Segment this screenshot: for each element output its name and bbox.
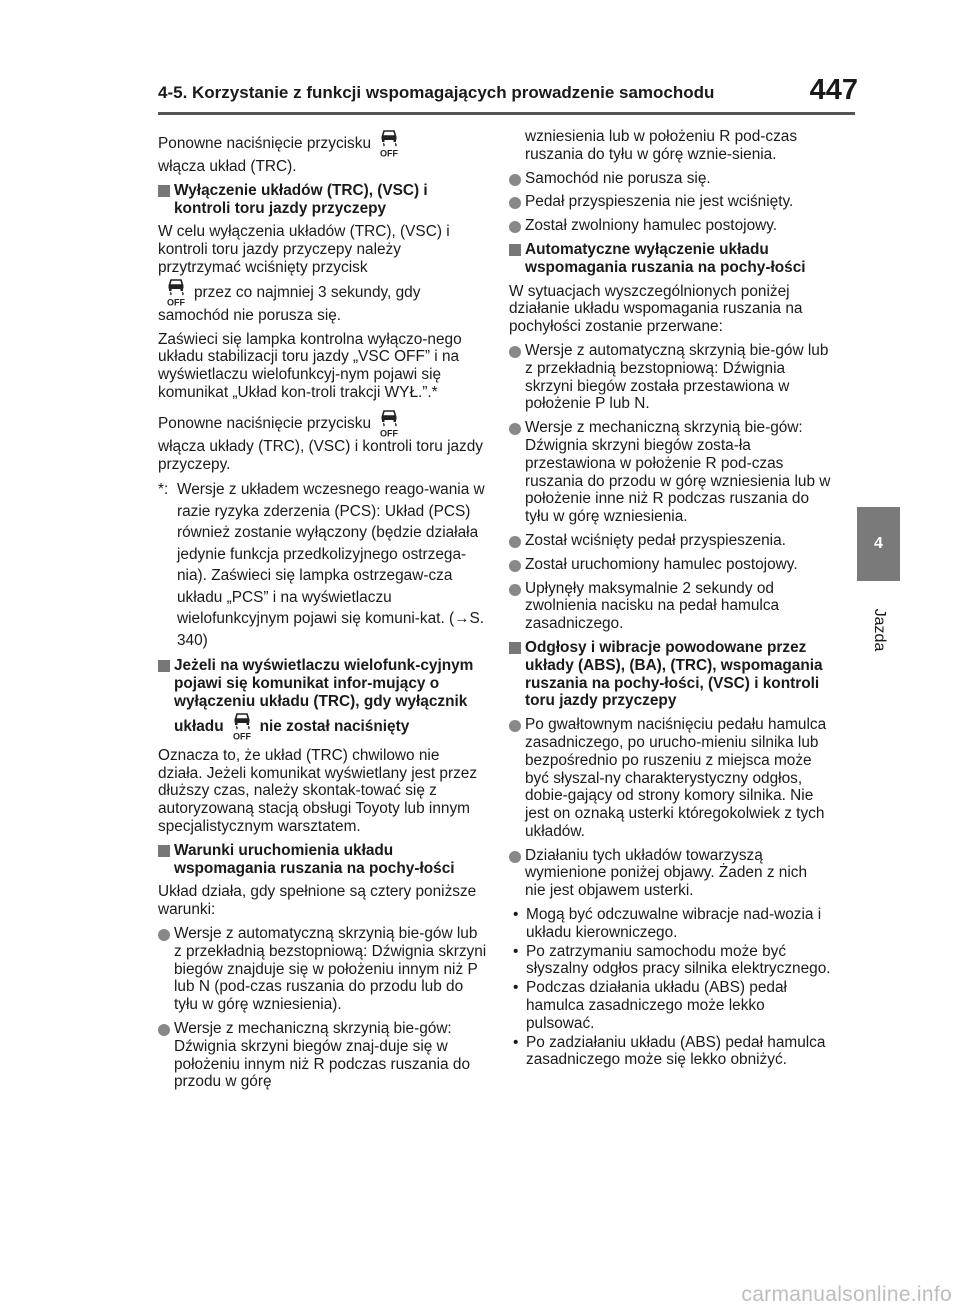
right-column [509, 128, 831, 1070]
vsc-off-icon [375, 408, 403, 438]
bullet-dot-icon [509, 197, 521, 209]
chapter-tab: 4 [857, 507, 900, 581]
list-item: Wersje z automatyczną skrzynią bie-gów lub z przekładnią bezstopniową: Dźwignia skrzyni biegów znajduje się w położeniu innym niż P lub N (pod-czas ruszania do przodu lub do tyłu w górę wzniesienia). [158, 925, 488, 1014]
svg-text:OFF: OFF [232, 731, 251, 741]
paragraph: W celu wyłączenia układów (TRC), (VSC) i kontroli toru jazdy przyczepy należy przytrzymać wciśnięty przycisk OFF przez co najmniej 3 sekundy, gdy samochód nie porusza się. [158, 223, 450, 324]
bullet-dot-icon [509, 584, 521, 596]
section-heading: Odgłosy i wibracje powodowane przez układy (ABS), (BA), (TRC), wspomagania ruszania na pochy-łości, (VSC) i kontroli toru jazdy przyczepy [509, 639, 831, 710]
list-item: Został uruchomiony hamulec postojowy. [509, 556, 831, 574]
paragraph: Układ działa, gdy spełnione są cztery poniższe warunki: [158, 883, 477, 919]
list-item: Wersje z automatyczną skrzynią bie-gów lub z przekładnią bezstopniową: Dźwignia skrzyni biegów została przestawiona w położenie P lub N. [509, 342, 831, 413]
paragraph: Ponowne naciśnięcie przycisku OFF włącza układy (TRC), (VSC) i kontroli toru jazdy przyczepy. [158, 408, 488, 474]
heading-square-icon [158, 185, 170, 197]
bullet-dot-icon [509, 720, 521, 732]
svg-text:OFF: OFF [380, 148, 399, 158]
section-heading: Automatyczne wyłączenie układu wspomagania ruszania na pochy-łości [509, 241, 831, 277]
paragraph: Zaświeci się lampka kontrolna wyłączo-nego układu stabilizacji toru jazdy „VSC OFF” i na wyświetlaczu wielofunkcyj-nym pojawi się komunikat „Układ kon-troli trakcji WYŁ.”.* [158, 330, 462, 401]
section-title: 4-5. Korzystanie z funkcji wspomagających prowadzenie samochodu [158, 83, 715, 102]
list-item: Samochód nie porusza się. [509, 170, 831, 188]
list-item: Upłynęły maksymalnie 2 sekundy od zwolnienia nacisku na pedał hamulca zasadniczego. [509, 580, 831, 633]
paragraph: Oznacza to, że układ (TRC) chwilowo nie działa. Jeżeli komunikat wyświetlany jest przez dłuższy czas, należy skontak-tować się z autoryzowaną stacją obsługi Toyoty lub innym specjalistycznym warsztatem. [158, 746, 478, 835]
list-item: Wersje z mechaniczną skrzynią bie-gów: Dźwignia skrzyni biegów znaj-duje się w położeniu innym niż R podczas ruszania do przodu w górę [158, 1020, 488, 1091]
chapter-label: Jazda [871, 608, 888, 652]
bullet-dot-icon [509, 851, 521, 863]
section-heading: Warunki uruchomienia układu wspomagania ruszania na pochy-łości [158, 842, 488, 878]
sub-list-item: • Podczas działania układu (ABS) pedał hamulca zasadniczego może lekko pulsować. [513, 979, 787, 1032]
page-number: 447 [809, 74, 858, 106]
header-rule [158, 112, 855, 115]
bullet-dot-icon [158, 1024, 170, 1036]
section-heading: Wyłączenie układów (TRC), (VSC) i kontroli toru jazdy przyczepy [158, 182, 488, 218]
bullet-dot-icon [158, 929, 170, 941]
svg-text:OFF: OFF [380, 428, 399, 438]
vsc-off-icon [228, 711, 256, 741]
bullet-dot-icon [509, 174, 521, 186]
list-item: Został zwolniony hamulec postojowy. [509, 217, 831, 235]
paragraph: wzniesienia lub w położeniu R pod-czas ruszania do tyłu w górę wznie-sienia. [525, 128, 798, 163]
list-item: Działaniu tych układów towarzyszą wymienione poniżej objawy. Żaden z nich nie jest objawem usterki. [509, 847, 831, 900]
vsc-off-icon [162, 277, 190, 307]
list-item: Po gwałtownym naciśnięciu pedału hamulca zasadniczego, po urucho-mieniu silnika lub bezpośrednio po ruszeniu z miejsca może być słyszal-ny charakterystyczny odgłos, dobie-gający od strony komory silnika. Nie jest on oznaką usterki któregokolwiek z tych układów. [509, 716, 831, 841]
list-item: Został wciśnięty pedał przyspieszenia. [509, 532, 831, 550]
footnote: *: Wersje z układem wczesnego reago-wania w razie ryzyka zderzenia (PCS): Układ (PCS) również zostanie wyłączony (będzie działała jedynie funkcja przedkolizyjnego ostrzega-nia). Zaświeci się lampka ostrzegaw-cza układu „PCS” i na wyświetlaczu wielofunkcyjnym pojawi się komuni-kat. (→S. 340) [158, 481, 485, 649]
heading-square-icon [509, 244, 521, 256]
sub-list-item: • Po zadziałaniu układu (ABS) pedał hamulca zasadniczego może się lekko obniżyć. [513, 1033, 826, 1069]
section-heading: Jeżeli na wyświetlaczu wielofunk-cyjnym pojawi się komunikat infor-mujący o wyłączeniu układu (TRC), gdy wyłącznik układu OFF nie został naciśnięty [158, 657, 488, 740]
paragraph: Ponowne naciśnięcie przycisku OFF włącza układ (TRC). [158, 128, 488, 176]
bullet-dot-icon [509, 423, 521, 435]
list-item: Pedał przyspieszenia nie jest wciśnięty. [509, 193, 831, 211]
left-column [158, 128, 488, 1097]
bullet-dot-icon [509, 221, 521, 233]
heading-square-icon [158, 660, 170, 672]
heading-square-icon [158, 845, 170, 857]
sub-list-item: • Po zatrzymaniu samochodu może być słyszalny odgłos pracy silnika elektrycznego. [513, 942, 831, 978]
bullet-dot-icon [509, 560, 521, 572]
list-item: Wersje z mechaniczną skrzynią bie-gów: Dźwignia skrzyni biegów zosta-ła przestawiona w położenie R pod-czas ruszania do przodu w górę wzniesienia lub w położenie inne niż R podczas ruszania do tyłu w górę wzniesienia. [509, 419, 831, 526]
paragraph: W sytuacjach wyszczególnionych poniżej działanie układu wspomagania ruszania na pochyłości zostanie przerwane: [509, 282, 803, 336]
bullet-dot-icon [509, 536, 521, 548]
sub-list-item: • Mogą być odczuwalne wibracje nad-wozia i układu kierowniczego. [513, 906, 822, 941]
svg-text:OFF: OFF [167, 297, 185, 307]
watermark: carmanualsonline.info [741, 1283, 952, 1306]
heading-square-icon [509, 642, 521, 654]
page-header [158, 74, 858, 110]
bullet-dot-icon [509, 346, 521, 358]
vsc-off-icon [375, 128, 403, 158]
